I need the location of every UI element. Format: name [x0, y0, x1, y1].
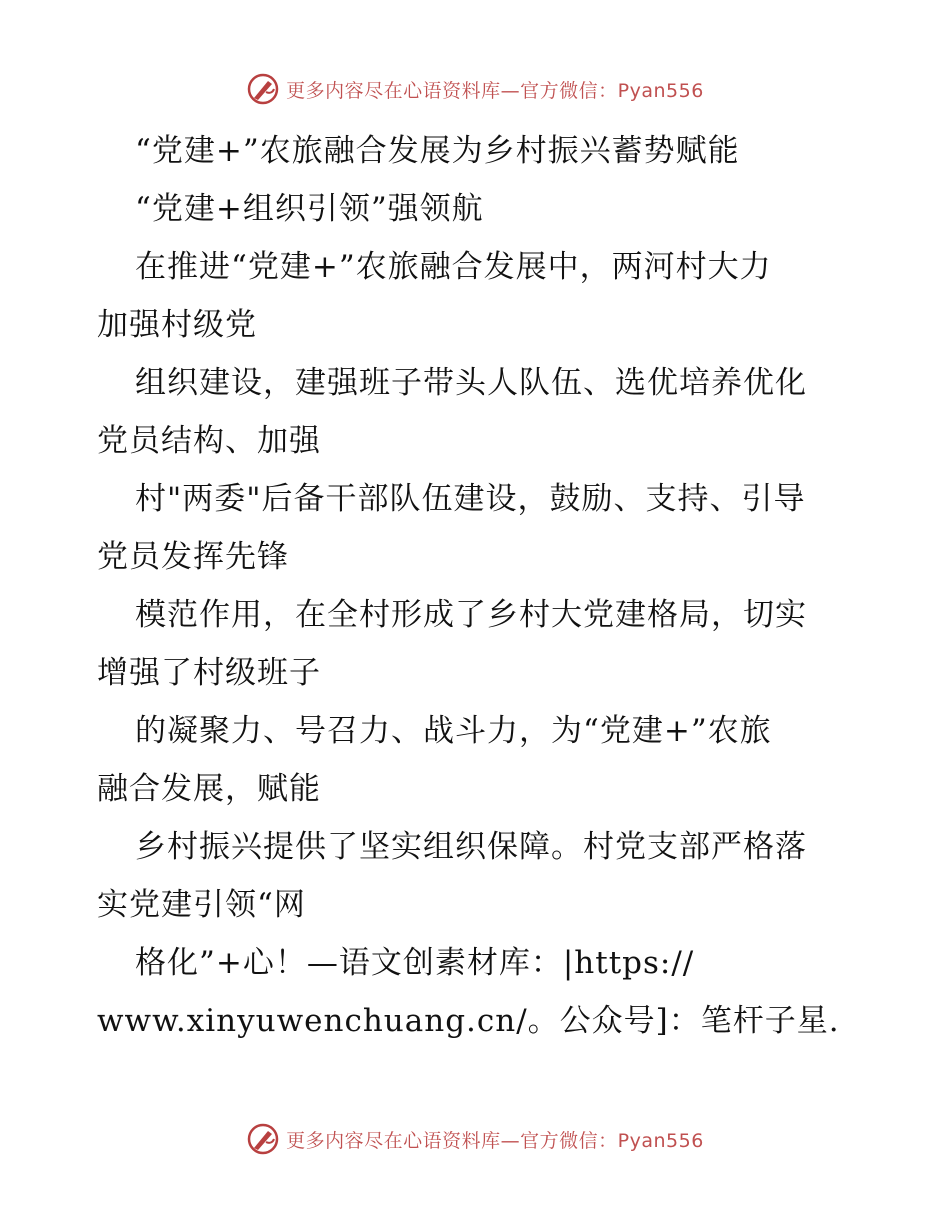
- paragraph-line: 党员发挥先锋: [97, 539, 289, 575]
- paragraph-line: 融合发展，赋能: [97, 771, 321, 807]
- section-heading: “党建+组织引领”强领航: [135, 191, 484, 227]
- header-banner: [0, 72, 950, 106]
- paragraph-line: 的凝聚力、号召力、战斗力，为“党建+”农旅: [135, 713, 772, 749]
- header-banner-text: 更多内容尽在心语资料库—官方微信：Pyan556: [286, 79, 704, 102]
- paragraph-line: 乡村振兴提供了坚实组织保障。村党支部严格落: [135, 829, 807, 865]
- paragraph-line: 增强了村级班子: [97, 655, 321, 691]
- paragraph-line: 实党建引领“网: [97, 887, 306, 923]
- paragraph-line: 村"两委"后备干部队伍建设，鼓励、支持、引导: [135, 481, 806, 517]
- paragraph-line: 加强村级党: [97, 307, 257, 343]
- paragraph-line: 党员结构、加强: [97, 423, 321, 459]
- paragraph-line: 组织建设，建强班子带头人队伍、选优培养优化: [135, 365, 807, 401]
- paragraph-line: www.xinyuwenchuang.cn/。公众号]：笔杆子星.: [97, 1003, 840, 1039]
- document-title: “党建+”农旅融合发展为乡村振兴蓄势赋能: [135, 133, 740, 169]
- paragraph-line: 格化”+心！—语文创素材库：|https://: [135, 945, 695, 981]
- paragraph-line: 模范作用，在全村形成了乡村大党建格局，切实: [135, 597, 807, 633]
- paragraph-line: 在推进“党建+”农旅融合发展中，两河村大力: [135, 249, 772, 285]
- pen-logo-icon: [246, 1122, 280, 1156]
- footer-banner: [0, 1122, 950, 1156]
- footer-banner-text: 更多内容尽在心语资料库—官方微信：Pyan556: [286, 1129, 704, 1152]
- document-body: [97, 122, 867, 1050]
- pen-logo-icon: [246, 72, 280, 106]
